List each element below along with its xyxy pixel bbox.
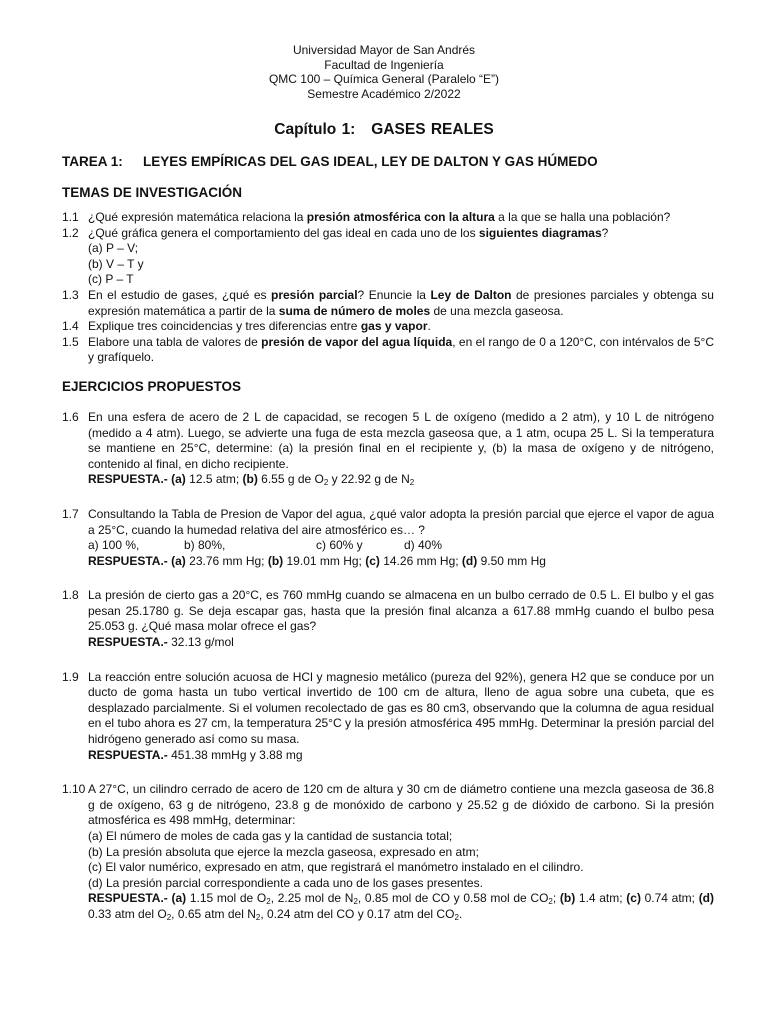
diagram-option: (c) P – T	[88, 272, 134, 287]
topic-1-5: 1.5 Elabore una tabla de valores de presión de vapor del agua líquida, en el rango de 0 a 120°C, con intérvalos de 5°C y grafíquelo.	[62, 334, 714, 365]
tarea-label: TAREA 1:	[62, 154, 123, 169]
semester: Semestre Académico 2/2022	[307, 86, 461, 101]
item-number: 1.2	[62, 225, 79, 240]
exercise-1-7	[0, 507, 768, 569]
part: (d) La presión parcial correspondiente a cada uno de los gases presentes.	[88, 875, 483, 890]
item-number: 1.9	[62, 669, 79, 684]
topic-1-4: 1.4 Explique tres coincidencias y tres diferencias entre gas y vapor.	[62, 319, 431, 334]
exercise-1-9	[0, 670, 768, 764]
item-number: 1.1	[62, 210, 79, 224]
university-name: Universidad Mayor de San Andrés	[292, 43, 476, 57]
item-number: 1.5	[62, 334, 79, 349]
tarea-title: LEYES EMPÍRICAS DEL GAS IDEAL, LEY DE DALTON Y GAS HÚMEDO	[143, 154, 598, 169]
part: (a) El número de moles de cada gas y la cantidad de sustancia total;	[88, 829, 453, 843]
tarea-heading	[0, 154, 768, 172]
humidity-options	[0, 538, 768, 554]
diagram-option: (a) P – V;	[88, 241, 139, 256]
topic-1-1: 1.1 ¿Qué expresión matemática relaciona la presión atmosférica con la altura a la que se halla una población?	[62, 210, 671, 224]
answer: RESPUESTA.- 451.38 mmHg y 3.88 mg	[88, 747, 303, 762]
item-number: 1.8	[62, 588, 79, 603]
exercise-text: A 27°C, un cilindro cerrado de acero de 120 cm de altura y 30 cm de diámetro contiene una mezcla gaseosa de 36.8 g de oxígeno, 63 g de nitrógeno, 23.8 g de monóxido de carbono y 25.52 g de dióxido de carbono. Si la presión atmosférica es 498 mmHg, determinar:	[88, 782, 714, 828]
option: b) 80%,	[184, 538, 226, 553]
course-name: QMC 100 – Química General (Paralelo “E”)	[268, 72, 500, 86]
answer: RESPUESTA.- (a) 1.15 mol de $O_2$, 2.25 mol de $N_2$, 0.85 mol de CO y 0.58 mol de $CO_2$; (b) 1.4 atm; (c) 0.74 atm; (d) 0.33 atm del $O_2$, 0.65 atm del $N_2$, 0.24 atm del CO y 0.17 atm del $CO_2$.	[88, 891, 715, 922]
option: c) 60% y	[316, 538, 363, 553]
item-number: 1.3	[62, 287, 79, 302]
item-number: 1.7	[62, 506, 79, 521]
exercises-heading: EJERCICIOS PROPUESTOS	[62, 378, 242, 394]
research-heading: TEMAS DE INVESTIGACIÓN	[62, 185, 243, 200]
exercise-text: La presión de cierto gas a 20°C, es 760 mmHg cuando se almacena en un bulbo cerrado de 0.5 L. El bulbo y el gas pesan 25.1780 g. Se deja escapar gas, hasta que la presión final alcanza a 617.88 mmHg cuando el bulbo pesa 25.053 g. ¿Qué masa molar ofrece el gas?	[88, 588, 714, 634]
answer: RESPUESTA.- (a) 23.76 mm Hg; (b) 19.01 mm Hg; (c) 14.26 mm Hg; (d) 9.50 mm Hg	[88, 553, 546, 568]
part: (c) El valor numérico, expresado en atm, que registrará el manómetro instalado en el cilindro.	[88, 860, 584, 875]
option: a) 100 %,	[88, 538, 140, 553]
exercise-1-6	[0, 410, 768, 488]
research-topics	[0, 210, 768, 366]
document-header	[0, 43, 768, 101]
exercise-text: Consultando la Tabla de Presion de Vapor del agua, ¿qué valor adopta la presión parcial que ejerce el vapor de agua a 25°C, cuando la humedad relativa del aire atmosférico es… ?	[88, 506, 714, 537]
topic-1-2: 1.2 ¿Qué gráfica genera el comportamiento del gas ideal en cada uno de los siguientes diagramas?	[62, 225, 609, 240]
option: d) 40%	[404, 538, 443, 553]
faculty-name: Facultad de Ingeniería	[324, 57, 444, 72]
answer: RESPUESTA.- 32.13 g/mol	[88, 635, 234, 650]
item-number: 1.6	[62, 409, 79, 424]
exercise-1-8	[0, 588, 768, 650]
topic-1-3: 1.3 En el estudio de gases, ¿qué es presión parcial? Enuncie la Ley de Dalton de presiones parciales y obtenga su expresión matemática a partir de la suma de número de moles de una mezcla gaseosa.	[62, 287, 714, 318]
exercise-1-10	[0, 782, 768, 922]
item-number: 1.4	[62, 319, 79, 334]
part: (b) La presión absoluta que ejerce la mezcla gaseosa, expresado en atm;	[88, 844, 479, 859]
exercise-text: En una esfera de acero de 2 L de capacidad, se recogen 5 L de oxígeno (medido a 2 atm), y 10 L de nitrógeno (medido a 4 atm). Luego, se advierte una fuga de esta mezcla gaseosa que, a 1 atm, ocupa 25 L. Si la temperatura se mantiene en 25°C, determine: (a) la presión final en el recipiente y, (b) la masa de oxígeno y de nitrógeno, contenido al final, en dicho recipiente.	[88, 409, 714, 471]
diagram-option: (b) V – T y	[88, 256, 144, 271]
item-number: 1.10	[62, 782, 86, 797]
answer: RESPUESTA.- (a) 12.5 atm; (b) 6.55 g de $O_2$ y 22.92 g de $N_2$	[88, 472, 415, 488]
exercise-text: La reacción entre solución acuosa de HCl y magnesio metálico (pureza del 92%), genera H2 que se conduce por un ducto de goma hasta un tubo vertical invertido de 100 cm de altura, lleno de agua sobre una cubeta, que es desplazado parcialmente. Si el volumen recolectado de gas es 80 cm3, observando que la columna de agua residual en el tubo ahora es 27 cm, la temperatura 25°C y la presión atmosférica 495 mmHg. Determinar la presión parcial del hidrógeno generado así como su masa.	[88, 669, 714, 747]
chapter-title: Capítulo 1: GASES REALES	[274, 121, 494, 138]
